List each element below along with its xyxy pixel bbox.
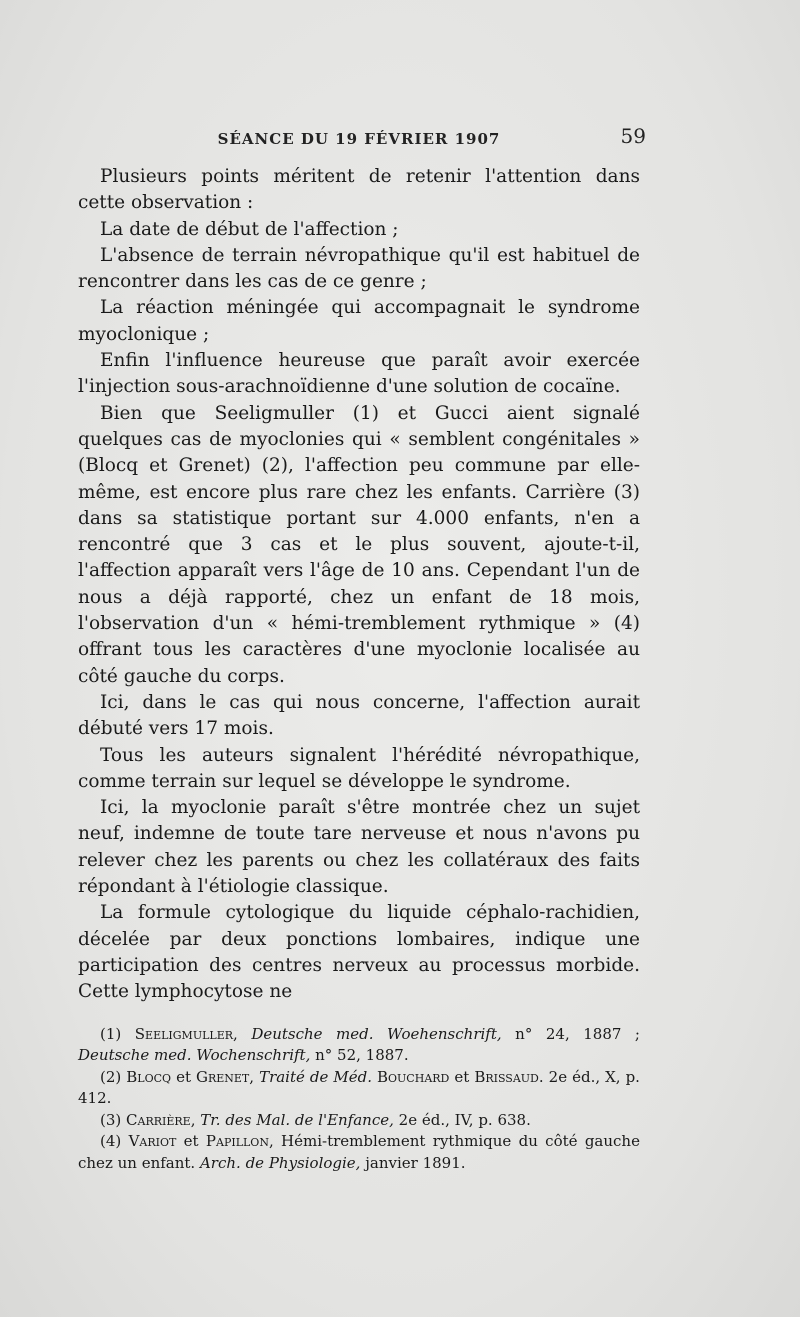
- footnotes: [78, 1024, 640, 1175]
- footnote-conjunction: et: [183, 1132, 199, 1150]
- footnote-number: (3): [100, 1110, 122, 1129]
- footnote-author: Papillon,: [205, 1132, 274, 1150]
- paragraph: Tous les auteurs signalent l'hérédité névropathique, comme terrain sur lequel se développe le syndrome.: [78, 744, 640, 792]
- footnote-3: [78, 1110, 640, 1132]
- footnote-author: Seeligmuller,: [134, 1024, 238, 1043]
- footnote-title: Arch. de Physiologie,: [199, 1153, 361, 1172]
- footnote-number: (4): [100, 1132, 122, 1150]
- footnote-author: Bouchard: [377, 1067, 450, 1086]
- footnote-text: n° 52, 1887.: [315, 1046, 409, 1064]
- paragraph: La formule cytologique du liquide céphalo-rachidien, décelée par deux ponctions lombaires, indique une participation des centres nerveux au processus morbide. Cette lymphocytose ne: [78, 902, 640, 1003]
- footnote-text: 2e éd., X, p. 412.: [78, 1067, 640, 1107]
- footnote-conjunction: et: [176, 1067, 191, 1086]
- footnote-text: Hémi-tremblement rythmique du côté gauche chez un enfant.: [78, 1132, 640, 1172]
- footnote-text: n° 24, 1887 ;: [515, 1024, 640, 1043]
- footnote-author: Variot: [128, 1132, 177, 1150]
- footnote-number: (2): [100, 1067, 122, 1086]
- paragraph: La réaction méningée qui accompagnait le syndrome myoclonique ;: [78, 297, 640, 345]
- paragraph: Bien que Seeligmuller (1) et Gucci aient signalé quelques cas de myoclonies qui « semblent congénitales » (Blocq et Grenet) (2), l'affection peu commune par elle-même, est encore plus rare chez les enfants. Carrière (3) dans sa statistique portant sur 4.000 enfants, n'en a rencontré que 3 cas et le plus souvent, ajoute-t-il, l'affection apparaît vers l'âge de 10 ans. Cependant l'un de nous a déjà rapporté, chez un enfant de 18 mois, l'observation d'un « hémi-tremblement rythmique » (4) offrant tous les caractères d'une myoclonie localisée au côté gauche du corps.: [78, 402, 640, 687]
- footnote-author: Carrière,: [126, 1110, 196, 1129]
- footnote-title: Tr. des Mal. de l'Enfance,: [200, 1110, 394, 1129]
- footnote-2: [78, 1067, 640, 1110]
- paragraph: Ici, la myoclonie paraît s'être montrée chez un sujet neuf, indemne de toute tare nerveuse et nous n'avons pu relever chez les parents ou chez les collatéraux des faits répondant à l'étiologie classique.: [78, 797, 640, 898]
- running-head: SÉANCE DU 19 FÉVRIER 1907: [217, 130, 501, 148]
- body-text: [78, 164, 640, 1006]
- footnote-4: [78, 1131, 640, 1174]
- footnote-author: Grenet,: [195, 1067, 255, 1086]
- paragraph: Plusieurs points méritent de retenir l'attention dans cette observation :: [78, 166, 640, 214]
- footnote-title: Traité de Méd.: [259, 1067, 372, 1086]
- footnote-1: [78, 1024, 640, 1067]
- footnote-author: Brissaud.: [474, 1067, 544, 1086]
- footnote-number: (1): [100, 1024, 122, 1043]
- page: [78, 120, 646, 1174]
- paragraph: Enfin l'influence heureuse que paraît avoir exercée l'injection sous-arachnoïdienne d'une solution de cocaïne.: [78, 350, 640, 398]
- page-number: 59: [620, 124, 646, 148]
- footnote-date: janvier 1891.: [365, 1153, 466, 1172]
- paragraph: Ici, dans le cas qui nous concerne, l'affection aurait débuté vers 17 mois.: [78, 691, 640, 740]
- footnote-title: Deutsche med. Woehenschrift,: [251, 1024, 502, 1043]
- footnote-title: Deutsche med. Wochenschrift,: [78, 1046, 311, 1064]
- footnote-text: 2e éd., IV, p. 638.: [398, 1110, 531, 1129]
- footnote-author: Blocq: [126, 1067, 172, 1086]
- paragraph: La date de début de l'affection ;: [100, 218, 399, 240]
- paragraph: L'absence de terrain névropathique qu'il est habituel de rencontrer dans les cas de ce genre ;: [78, 244, 640, 293]
- footnote-conjunction: et: [454, 1067, 470, 1086]
- page-header: [78, 120, 646, 164]
